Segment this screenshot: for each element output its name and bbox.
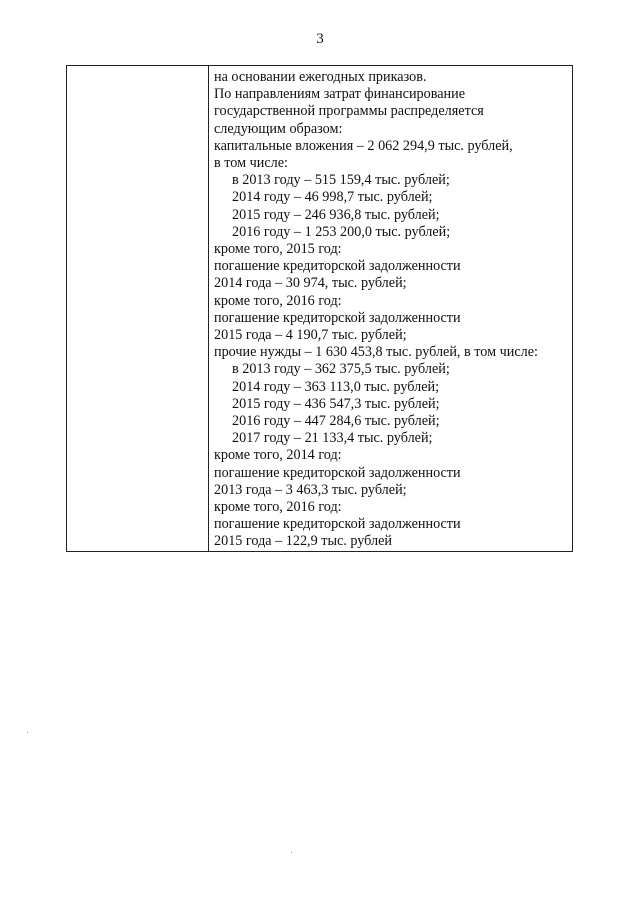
text-line: 2015 года – 4 190,7 тыс. рублей;	[214, 327, 407, 344]
text-line: 2015 году – 246 936,8 тыс. рублей;	[232, 206, 440, 223]
table-cell-left	[67, 66, 209, 552]
text-line: кроме того, 2015 год:	[214, 241, 342, 258]
text-line: кроме того, 2016 год:	[214, 292, 342, 309]
page-number: 3	[316, 31, 324, 47]
text-line: 2013 года – 3 463,3 тыс. рублей;	[214, 481, 407, 498]
text-line: государственной программы распределяется	[214, 103, 484, 120]
text-line: 2017 году – 21 133,4 тыс. рублей;	[232, 430, 433, 447]
text-line: 2014 года – 30 974, тыс. рублей;	[214, 275, 407, 292]
text-line: кроме того, 2016 год:	[214, 499, 342, 516]
text-line: 2016 году – 1 253 200,0 тыс. рублей;	[232, 223, 451, 240]
content-table	[66, 65, 573, 552]
table-cell-right	[209, 66, 573, 552]
text-line: 2016 году – 447 284,6 тыс. рублей;	[232, 413, 440, 430]
text-line: в 2013 году – 362 375,5 тыс. рублей;	[232, 361, 450, 378]
text-line: капитальные вложения – 2 062 294,9 тыс. рублей,	[214, 137, 513, 154]
text-line: погашение кредиторской задолженности	[214, 258, 461, 275]
text-line: прочие нужды – 1 630 453,8 тыс. рублей, в том числе:	[214, 344, 538, 361]
table-row	[67, 66, 573, 552]
text-line: 2015 года – 122,9 тыс. рублей	[214, 533, 393, 550]
text-line: на основании ежегодных приказов.	[214, 69, 427, 85]
text-line: погашение кредиторской задолженности	[214, 464, 461, 481]
text-line: 2015 году – 436 547,3 тыс. рублей;	[232, 395, 440, 412]
text-line: 2014 году – 46 998,7 тыс. рублей;	[232, 189, 433, 206]
text-line: в 2013 году – 515 159,4 тыс. рублей;	[232, 172, 450, 189]
text-line: следующим образом:	[214, 120, 343, 137]
funding-text-block	[214, 69, 572, 551]
scan-speck	[27, 732, 28, 733]
text-line: По направлениям затрат финансирование	[214, 86, 466, 103]
text-line: 2014 году – 363 113,0 тыс. рублей;	[232, 378, 440, 395]
text-line: погашение кредиторской задолженности	[214, 309, 461, 326]
text-line: в том числе:	[214, 155, 288, 172]
text-line: погашение кредиторской задолженности	[214, 516, 461, 533]
text-line: кроме того, 2014 год:	[214, 447, 342, 464]
scan-speck	[291, 852, 292, 853]
